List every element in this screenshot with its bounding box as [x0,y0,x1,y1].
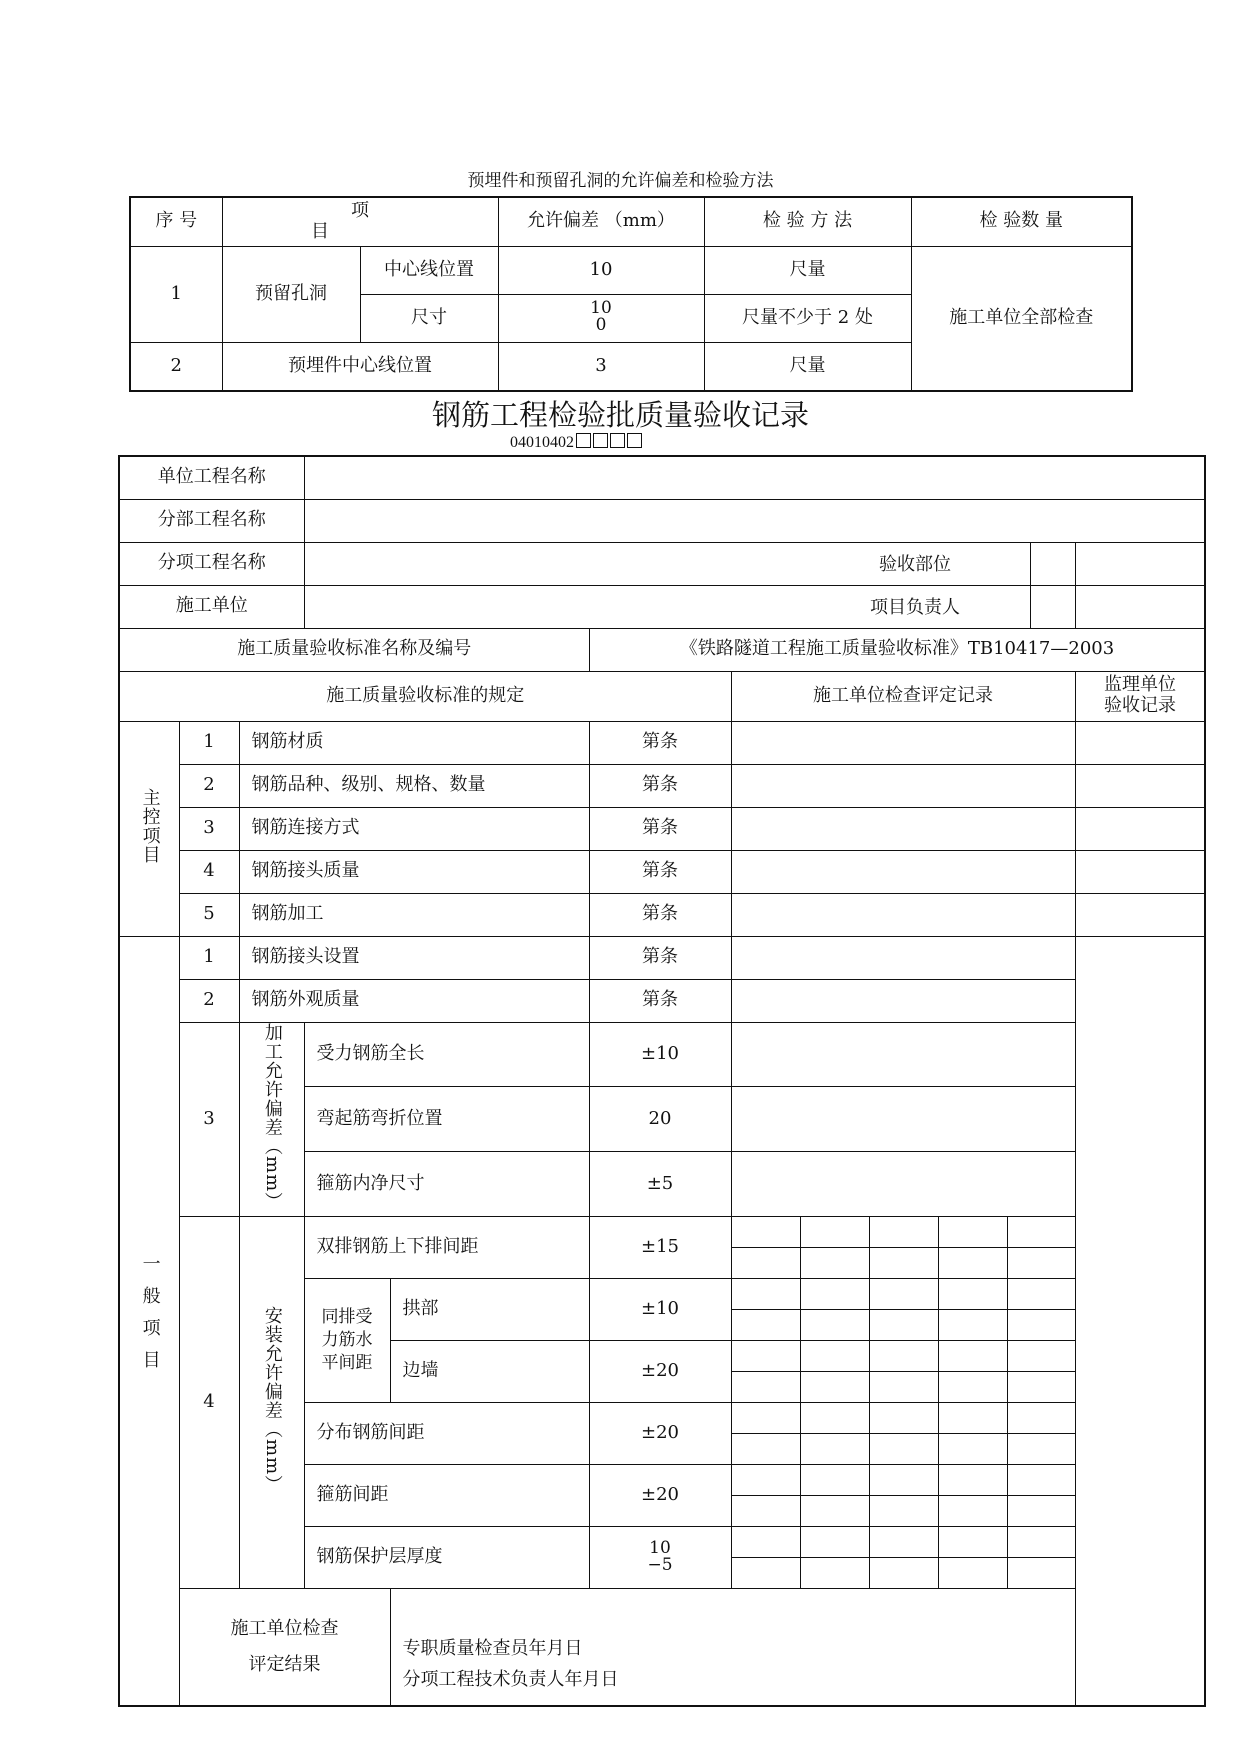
measure-cell[interactable] [731,1434,800,1465]
row1a-sub: 中心线位置 [360,246,498,294]
measure-cell[interactable] [1007,1279,1075,1310]
measure-cell[interactable] [800,1527,869,1558]
general-item-record[interactable] [731,936,1075,979]
general-item-clause: 第条 [589,979,731,1022]
supervisor-line2: 验收记录 [1104,695,1177,716]
top-table-title: 预埋件和预留孔洞的允许偏差和检验方法 [467,171,774,191]
quantity-cell: 施工单位全部检查 [911,246,1132,391]
main-item-no: 3 [179,807,239,850]
measure-cell[interactable] [869,1372,938,1403]
measure-cell[interactable] [800,1403,869,1434]
main-item-clause: 第条 [589,807,731,850]
measure-cell[interactable] [1007,1341,1075,1372]
measure-cell[interactable] [869,1341,938,1372]
stirrup-tolerance: ±20 [589,1465,731,1527]
result-label-line2: 评定结果 [248,1654,321,1676]
measure-cell[interactable] [731,1527,800,1558]
value-unit-project[interactable] [304,456,1205,499]
main-item-record[interactable] [731,807,1075,850]
main-item-no: 5 [179,893,239,936]
processing-row-name: 箍筋内净尺寸 [304,1152,589,1217]
measure-cell[interactable] [800,1465,869,1496]
processing-row-name: 弯起筋弯折位置 [304,1087,589,1152]
main-item-name: 钢筋接头质量 [239,850,589,893]
measure-cell[interactable] [938,1434,1007,1465]
measure-cell[interactable] [800,1248,869,1279]
measure-cell[interactable] [1007,1527,1075,1558]
measure-cell[interactable] [938,1217,1007,1248]
label-standard: 施工质量验收标准名称及编号 [119,628,589,671]
measure-cell[interactable] [938,1279,1007,1310]
measure-cell[interactable] [869,1403,938,1434]
processing-row-tolerance: ±5 [589,1152,731,1217]
processing-row-name: 受力钢筋全长 [304,1022,589,1087]
processing-row-tolerance: ±10 [589,1022,731,1087]
main-item-no: 2 [179,764,239,807]
measure-cell[interactable] [731,1372,800,1403]
header-contractor-record: 施工单位检查评定记录 [731,671,1075,721]
measure-cell[interactable] [800,1558,869,1589]
tolerance-lower: 0 [595,315,607,336]
value-standard: 《铁路隧道工程施工质量验收标准》TB10417—2003 [589,628,1205,671]
arch-tolerance: ±10 [589,1279,731,1341]
measure-cell[interactable] [1007,1465,1075,1496]
double-row-tolerance: ±15 [589,1217,731,1279]
result-label-line1: 施工单位检查 [230,1618,339,1640]
cover-tolerance-upper: 10 [649,1537,671,1558]
measure-cell[interactable] [938,1403,1007,1434]
measure-cell[interactable] [869,1248,938,1279]
measure-cell[interactable] [869,1496,938,1527]
main-item-record[interactable] [731,764,1075,807]
measure-cell[interactable] [731,1279,800,1310]
measure-cell[interactable] [869,1434,938,1465]
measure-cell[interactable] [938,1372,1007,1403]
general-item-name: 钢筋接头设置 [239,936,589,979]
label-project-manager: 项目负责人 [870,597,960,618]
measure-cell[interactable] [869,1217,938,1248]
row1-no: 1 [130,246,222,342]
value-sub-project[interactable] [304,499,1205,542]
measure-cell[interactable] [1007,1558,1075,1589]
row2-item: 预埋件中心线位置 [222,342,498,391]
inspector-signature-line: 专职质量检查员年月日 [402,1638,583,1660]
measure-cell[interactable] [800,1434,869,1465]
general-item-record[interactable] [731,979,1075,1022]
row1a-method: 尺量 [704,246,911,294]
main-item-record[interactable] [731,850,1075,893]
header-quantity: 检 验数 量 [911,197,1132,246]
measure-cell[interactable] [869,1310,938,1341]
label-contractor: 施工单位 [119,585,304,628]
installation-group-label: 安装允许偏差（mm） [239,1217,304,1589]
main-item-supervisor[interactable] [1075,721,1205,764]
main-item-supervisor[interactable] [1075,807,1205,850]
cover-tolerance-lower: −5 [647,1554,673,1575]
cover-name: 钢筋保护层厚度 [304,1527,589,1589]
general-item-no: 2 [179,979,239,1022]
general-label: 一般项目 [119,936,179,1706]
main-item-record[interactable] [731,721,1075,764]
main-control-label: 主控项目 [119,721,179,936]
row1b-tolerance [498,294,704,342]
result-signatures[interactable] [390,1589,1205,1706]
processing-row-record[interactable] [731,1087,1075,1152]
row2-method: 尺量 [704,342,911,391]
measure-cell[interactable] [800,1341,869,1372]
acceptance-record-table [118,455,1206,1707]
tolerance-table [129,196,1133,392]
distribution-tolerance: ±20 [589,1403,731,1465]
measure-cell[interactable] [869,1279,938,1310]
header-item: 项目 [222,197,498,246]
measure-cell[interactable] [1007,1434,1075,1465]
measure-cell[interactable] [731,1248,800,1279]
measure-cell[interactable] [800,1279,869,1310]
measure-cell[interactable] [800,1310,869,1341]
side-wall-tolerance: ±20 [589,1341,731,1403]
measure-cell[interactable] [938,1248,1007,1279]
main-item-name: 钢筋材质 [239,721,589,764]
processing-row-record[interactable] [731,1152,1075,1217]
record-title: 钢筋工程检验批质量验收记录 [431,398,809,432]
processing-group-label: 加工允许偏差（mm） [239,1022,304,1217]
label-unit-project: 单位工程名称 [119,456,304,499]
supervisor-line1: 监理单位 [1104,674,1177,696]
header-supervisor [1075,671,1205,721]
main-item-supervisor[interactable] [1075,893,1205,936]
main-item-no: 1 [179,721,239,764]
measure-cell[interactable] [800,1372,869,1403]
measure-cell[interactable] [731,1341,800,1372]
measure-cell[interactable] [938,1341,1007,1372]
general-item-name: 钢筋外观质量 [239,979,589,1022]
measure-cell[interactable] [1007,1403,1075,1434]
label-project-manager-cell [1030,585,1075,628]
row1a-tolerance: 10 [498,246,704,294]
record-code-number: 04010402 [510,434,574,451]
code-box [576,433,591,448]
stirrup-name: 箍筋间距 [304,1465,589,1527]
measure-cell[interactable] [938,1496,1007,1527]
tolerance-upper: 10 [590,298,612,319]
main-item-clause: 第条 [589,893,731,936]
label-item-project: 分项工程名称 [119,542,304,585]
main-item-name: 钢筋品种、级别、规格、数量 [239,764,589,807]
measure-cell[interactable] [938,1527,1007,1558]
header-no: 序 号 [130,197,222,246]
cover-tolerance [589,1527,731,1589]
measure-cell[interactable] [869,1558,938,1589]
main-item-clause: 第条 [589,764,731,807]
measure-cell[interactable] [1007,1217,1075,1248]
measure-cell[interactable] [731,1310,800,1341]
row2-tolerance: 3 [498,342,704,391]
main-item-no: 4 [179,850,239,893]
main-item-supervisor[interactable] [1075,764,1205,807]
measure-cell[interactable] [1007,1310,1075,1341]
row1b-sub: 尺寸 [360,294,498,342]
label-acceptance-part: 验收部位 [879,554,951,575]
measure-cell[interactable] [938,1558,1007,1589]
record-code [510,433,642,452]
general-item-no: 1 [179,936,239,979]
measure-cell[interactable] [731,1496,800,1527]
row1b-method: 尺量不少于 2 处 [704,294,911,342]
same-row-label: 同排受力筋水平间距 [304,1279,390,1403]
main-item-name: 钢筋加工 [239,893,589,936]
main-item-name: 钢筋连接方式 [239,807,589,850]
measure-cell[interactable] [938,1465,1007,1496]
arch-name: 拱部 [390,1279,589,1341]
measure-cell[interactable] [1007,1248,1075,1279]
measure-cell[interactable] [869,1527,938,1558]
header-spec: 施工质量验收标准的规定 [119,671,731,721]
processing-row-record[interactable] [731,1022,1075,1087]
double-row-name: 双排钢筋上下排间距 [304,1217,589,1279]
header-method: 检 验 方 法 [704,197,911,246]
measure-cell[interactable] [731,1558,800,1589]
measure-cell[interactable] [731,1465,800,1496]
side-wall-name: 边墙 [390,1341,589,1403]
measure-cell[interactable] [1007,1372,1075,1403]
value-project-manager[interactable] [1075,585,1205,628]
value-acceptance-part[interactable] [1075,542,1205,585]
measure-cell[interactable] [1007,1496,1075,1527]
processing-no: 3 [179,1022,239,1217]
code-box [627,433,642,448]
row1-item: 预留孔洞 [222,246,360,342]
code-box [610,433,625,448]
processing-row-tolerance: 20 [589,1087,731,1152]
distribution-name: 分布钢筋间距 [304,1403,589,1465]
measure-cell[interactable] [869,1465,938,1496]
row2-no: 2 [130,342,222,391]
installation-no: 4 [179,1217,239,1589]
main-item-record[interactable] [731,893,1075,936]
main-item-clause: 第条 [589,721,731,764]
measure-cell[interactable] [800,1496,869,1527]
code-box [593,433,608,448]
result-label [179,1589,390,1706]
measure-cell[interactable] [731,1403,800,1434]
main-item-supervisor[interactable] [1075,850,1205,893]
label-acceptance-part [1030,542,1075,585]
measure-cell[interactable] [800,1217,869,1248]
label-sub-project: 分部工程名称 [119,499,304,542]
measure-cell[interactable] [731,1217,800,1248]
general-item-clause: 第条 [589,936,731,979]
header-tolerance: 允许偏差 （mm） [498,197,704,246]
main-item-clause: 第条 [589,850,731,893]
measure-cell[interactable] [938,1310,1007,1341]
tech-lead-signature-line: 分项工程技术负责人年月日 [402,1669,619,1691]
